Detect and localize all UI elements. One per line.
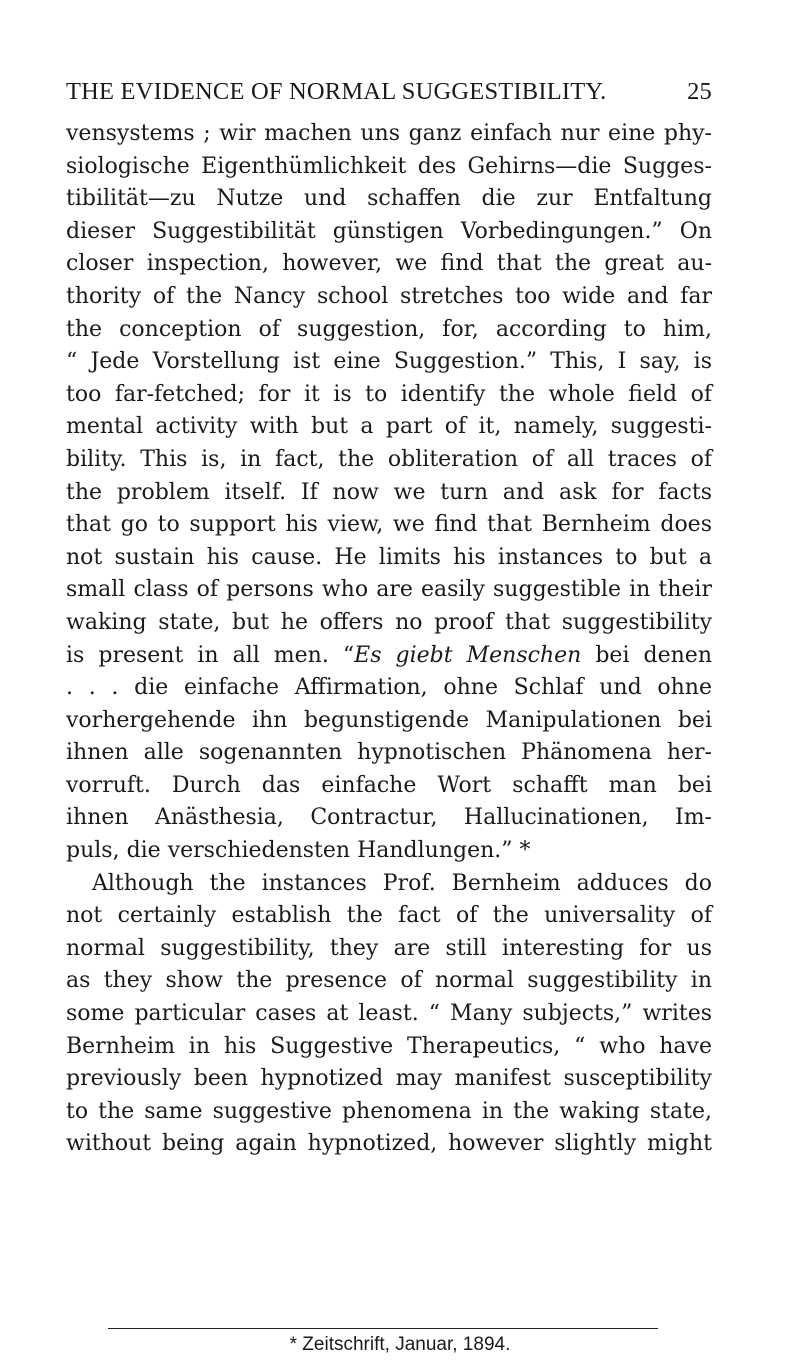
book-page [66,78,712,1161]
text-line: waking state, but he offers no proof that suggestibility [66,609,712,635]
text-line: dieser Suggestibilität günstigen Vorbedingungen.” On [66,218,712,244]
text-line: tibilität—zu Nutze und schaffen die zur Entfaltung [66,186,712,212]
text-line: Bernheim in his Suggestive Therapeutics, “ who have [66,1033,712,1059]
text-line: too far-fetched; for it is to identify the whole field of [66,381,712,407]
text-line: some particular cases at least. “ Many subjects,” writes [66,1001,712,1027]
text-line: without being again hypnotized, however slightly might [66,1131,712,1157]
footnote-rule [108,1328,658,1329]
text-line: to the same suggestive phenomena in the waking state, [66,1098,712,1124]
text-line: bility. This is, in fact, the obliteration of all traces of [66,446,712,472]
running-head-title: THE EVIDENCE OF NORMAL SUGGESTIBILITY. [66,78,607,105]
text-line: “ Jede Vorstellung ist eine Suggestion.” This, I say, is [66,349,712,375]
text-line-start: is present in all men. “ [66,642,355,668]
text-line: vensystems ; wir machen uns ganz einfach nur eine phy- [66,121,712,146]
text-line: . . . die einfache Affirmation, ohne Schlaf und ohne [66,675,712,701]
text-line-end: bei denen [581,642,712,668]
text-line: not sustain his cause. He limits his instances to but a [66,544,712,570]
text-line: ihnen alle sogenannten hypnotischen Phänomena her- [66,740,712,766]
footnote: * Zeitschrift, Januar, 1894. [289,1334,511,1355]
text-line: not certainly establish the fact of the universality of [66,903,712,929]
text-line: small class of persons who are easily suggestible in their [66,577,712,603]
running-head [66,78,712,114]
text-line: previously been hypnotized may manifest susceptibility [66,1066,712,1092]
text-line: the problem itself. If now we turn and ask for facts [66,479,712,505]
text-line: closer inspection, however, we find that the great au- [66,251,712,277]
text-line: Although the instances Prof. Bernheim adduces do [92,870,712,896]
text-line: siologische Eigenthümlichkeit des Gehirns—die Sugges- [66,153,712,179]
text-line: as they show the presence of normal suggestibility in [66,968,712,994]
body-text [66,118,712,1161]
text-line: ihnen Anästhesia, Contractur, Hallucinationen, Im- [66,805,712,831]
text-line: normal suggestibility, they are still interesting for us [66,935,712,961]
text-line: mental activity with but a part of it, namely, suggesti- [66,414,712,440]
italic-phrase: Es giebt Menschen [354,642,582,668]
text-line: vorruft. Durch das einfache Wort schafft man bei [66,772,712,798]
text-line: puls, die verschiedensten Handlungen.” * [66,838,531,864]
text-line: vorhergehende ihn begunstigende Manipulationen bei [66,707,712,733]
text-line: thority of the Nancy school stretches too wide and far [66,283,712,309]
text-line-mixed [66,640,712,673]
text-line: that go to support his view, we find that Bernheim does [66,512,712,538]
page-number: 25 [687,78,712,105]
text-line: the conception of suggestion, for, according to him, [66,316,712,342]
